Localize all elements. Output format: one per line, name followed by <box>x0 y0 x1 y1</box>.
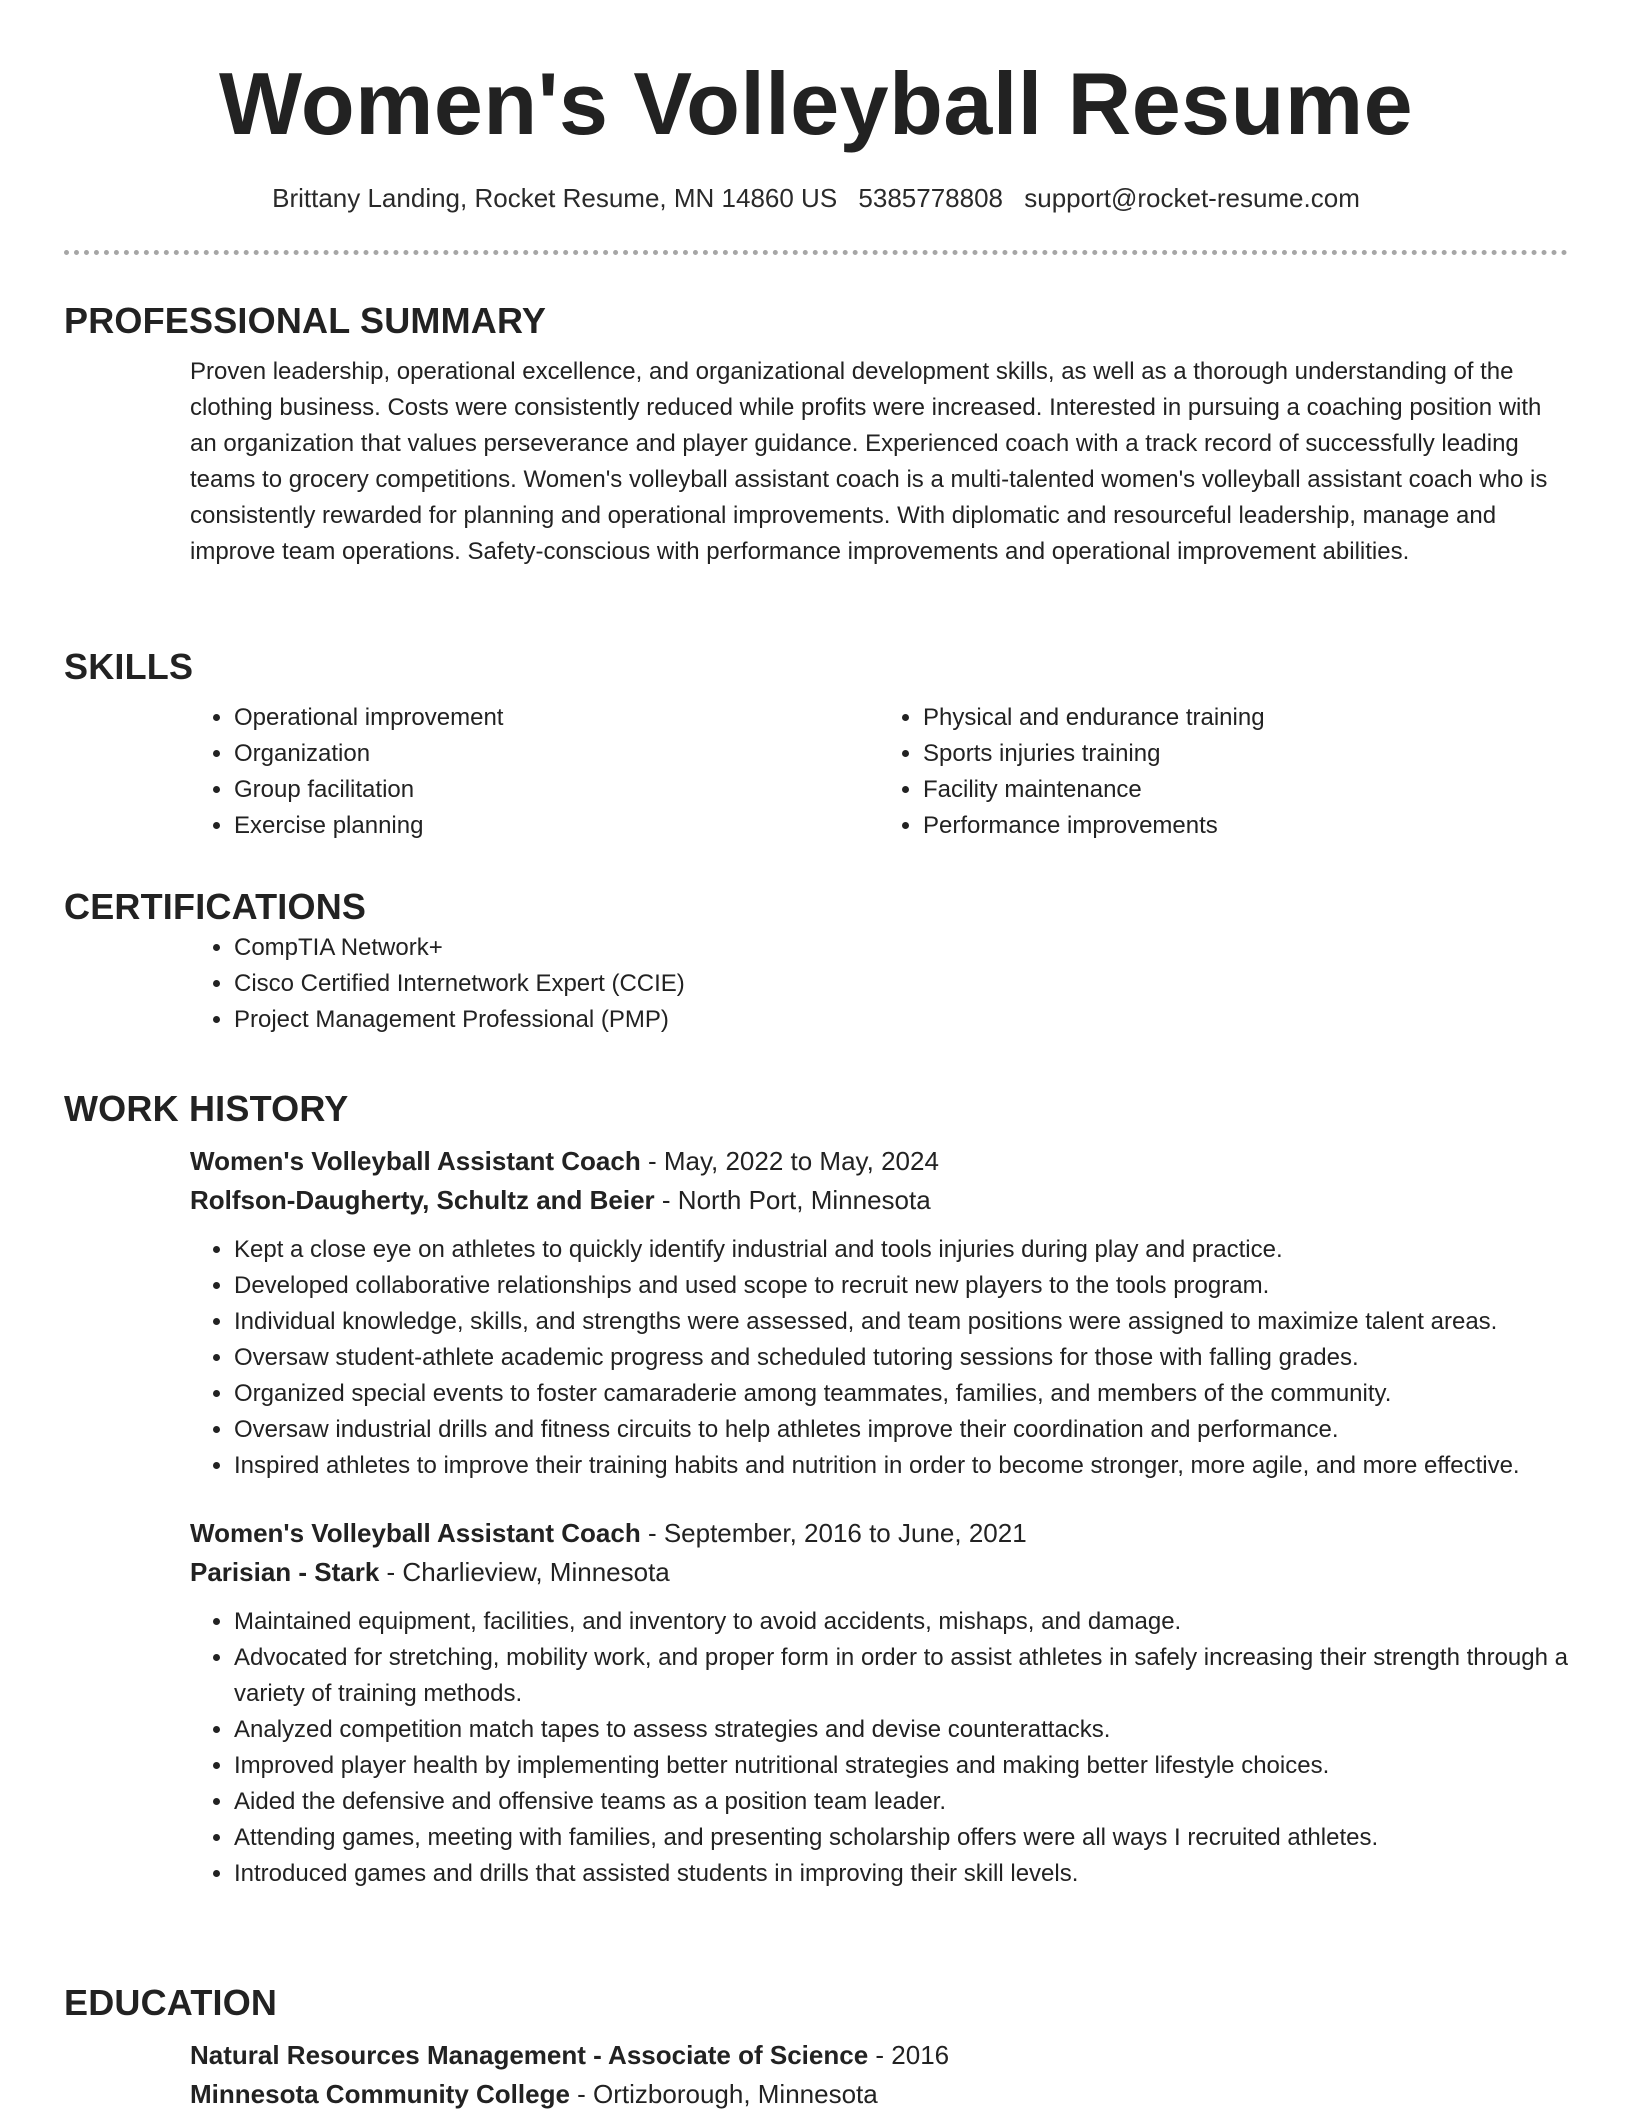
education-section <box>64 1980 1568 2112</box>
work-history-body <box>190 1142 1568 1892</box>
skill-item: • Operational improvement <box>234 700 879 736</box>
certification-item: • CompTIA Network+ <box>234 930 1568 966</box>
job-company: Rolfson-Daugherty, Schultz and Beier <box>190 1185 655 1215</box>
skill-item: • Sports injuries training <box>923 736 1568 772</box>
job-title: Women's Volleyball Assistant Coach <box>190 1146 641 1176</box>
skills-section <box>64 644 1568 844</box>
job-duty: • Advocated for stretching, mobility work, and proper form in order to assist athletes in safely increasing their strength through a variety of training methods. <box>234 1640 1568 1712</box>
job-duty: • Organized special events to foster camaraderie among teammates, families, and members of the community. <box>234 1376 1568 1412</box>
skill-item: • Exercise planning <box>234 808 879 844</box>
skill-item: • Facility maintenance <box>923 772 1568 808</box>
skills-heading: SKILLS <box>64 646 194 687</box>
education-year: - 2016 <box>868 2040 950 2070</box>
job-entry <box>190 1514 1568 1892</box>
education-school: Minnesota Community College <box>190 2079 570 2109</box>
contact-address: Brittany Landing, Rocket Resume, MN 14860 US <box>272 183 838 213</box>
job-duty: • Inspired athletes to improve their training habits and nutrition in order to become stronger, more agile, and more effective. <box>234 1448 1568 1484</box>
certifications-section <box>64 884 1568 1038</box>
summary-section <box>64 298 1568 570</box>
job-company-line <box>190 1553 1568 1592</box>
job-duties-list <box>190 1232 1568 1484</box>
skill-item: • Performance improvements <box>923 808 1568 844</box>
skills-right-list <box>879 700 1568 844</box>
skill-item: • Organization <box>234 736 879 772</box>
job-title: Women's Volleyball Assistant Coach <box>190 1518 641 1548</box>
certification-item: • Cisco Certified Internetwork Expert (CCIE) <box>234 966 1568 1002</box>
job-title-line <box>190 1142 1568 1181</box>
job-company: Parisian - Stark <box>190 1557 380 1587</box>
job-dates: - May, 2022 to May, 2024 <box>640 1146 939 1176</box>
job-duty: • Developed collaborative relationships and used scope to recruit new players to the tools program. <box>234 1268 1568 1304</box>
job-duty: • Kept a close eye on athletes to quickly identify industrial and tools injuries during play and practice. <box>234 1232 1568 1268</box>
job-duty: • Attending games, meeting with families, and presenting scholarship offers were all ways I recruited athletes. <box>234 1820 1568 1856</box>
job-duties-list <box>190 1604 1568 1892</box>
contact-line <box>0 178 1632 218</box>
page-title: Women's Volleyball Resume <box>218 54 1414 153</box>
education-entry <box>190 2036 1568 2112</box>
job-duty: • Oversaw student-athlete academic progress and scheduled tutoring sessions for those with falling grades. <box>234 1340 1568 1376</box>
job-location: - Charlieview, Minnesota <box>379 1557 670 1587</box>
header-divider <box>64 250 1568 255</box>
skills-left-list <box>190 700 879 844</box>
education-body <box>190 2036 1568 2112</box>
education-heading: EDUCATION <box>64 1982 278 2023</box>
job-dates: - September, 2016 to June, 2021 <box>640 1518 1027 1548</box>
job-location: - North Port, Minnesota <box>654 1185 931 1215</box>
skills-columns <box>190 700 1568 844</box>
certifications-list <box>190 930 1568 1038</box>
job-company-line <box>190 1181 1568 1220</box>
education-degree: Natural Resources Management - Associate of Science <box>190 2040 869 2070</box>
skill-item: • Physical and endurance training <box>923 700 1568 736</box>
job-duty: • Maintained equipment, facilities, and inventory to avoid accidents, mishaps, and damage. <box>234 1604 1568 1640</box>
job-duty: • Individual knowledge, skills, and strengths were assessed, and team positions were assigned to maximize talent areas. <box>234 1304 1568 1340</box>
contact-phone: 5385778808 <box>858 183 1004 213</box>
education-school-line <box>190 2075 1568 2112</box>
job-duty: • Oversaw industrial drills and fitness circuits to help athletes improve their coordination and performance. <box>234 1412 1568 1448</box>
summary-body <box>190 354 1568 570</box>
job-duty: • Introduced games and drills that assisted students in improving their skill levels. <box>234 1856 1568 1892</box>
summary-text: Proven leadership, operational excellence, and organizational development skills, as well as a thorough understanding of the clothing business. Costs were consistently reduced while profits were increased. Interested in pursuing a coaching position with an organization that values perseverance and player guidance. Experienced coach with a track record of successfully leading teams to grocery competitions. Women's volleyball assistant coach is a multi-talented women's volleyball assistant coach who is consistently rewarded for planning and operational improvements. With diplomatic and resourceful leadership, manage and improve team operations. Safety-conscious with performance improvements and operational improvement abilities. <box>190 358 1548 565</box>
job-title-line <box>190 1514 1568 1553</box>
skill-item: • Group facilitation <box>234 772 879 808</box>
job-duty: • Aided the defensive and offensive teams as a position team leader. <box>234 1784 1568 1820</box>
contact-email: support@rocket-resume.com <box>1024 183 1360 213</box>
job-duty: • Improved player health by implementing better nutritional strategies and making better lifestyle choices. <box>234 1748 1568 1784</box>
certifications-heading: CERTIFICATIONS <box>64 886 367 927</box>
summary-heading: PROFESSIONAL SUMMARY <box>64 300 547 341</box>
certifications-body <box>190 930 1568 1038</box>
education-degree-line <box>190 2036 1568 2075</box>
certification-item: • Project Management Professional (PMP) <box>234 1002 1568 1038</box>
skills-body <box>190 700 1568 844</box>
education-location: - Ortizborough, Minnesota <box>569 2079 878 2109</box>
job-entry <box>190 1142 1568 1484</box>
work-history-heading: WORK HISTORY <box>64 1088 349 1129</box>
work-history-section <box>64 1086 1568 1892</box>
job-duty: • Analyzed competition match tapes to assess strategies and devise counterattacks. <box>234 1712 1568 1748</box>
